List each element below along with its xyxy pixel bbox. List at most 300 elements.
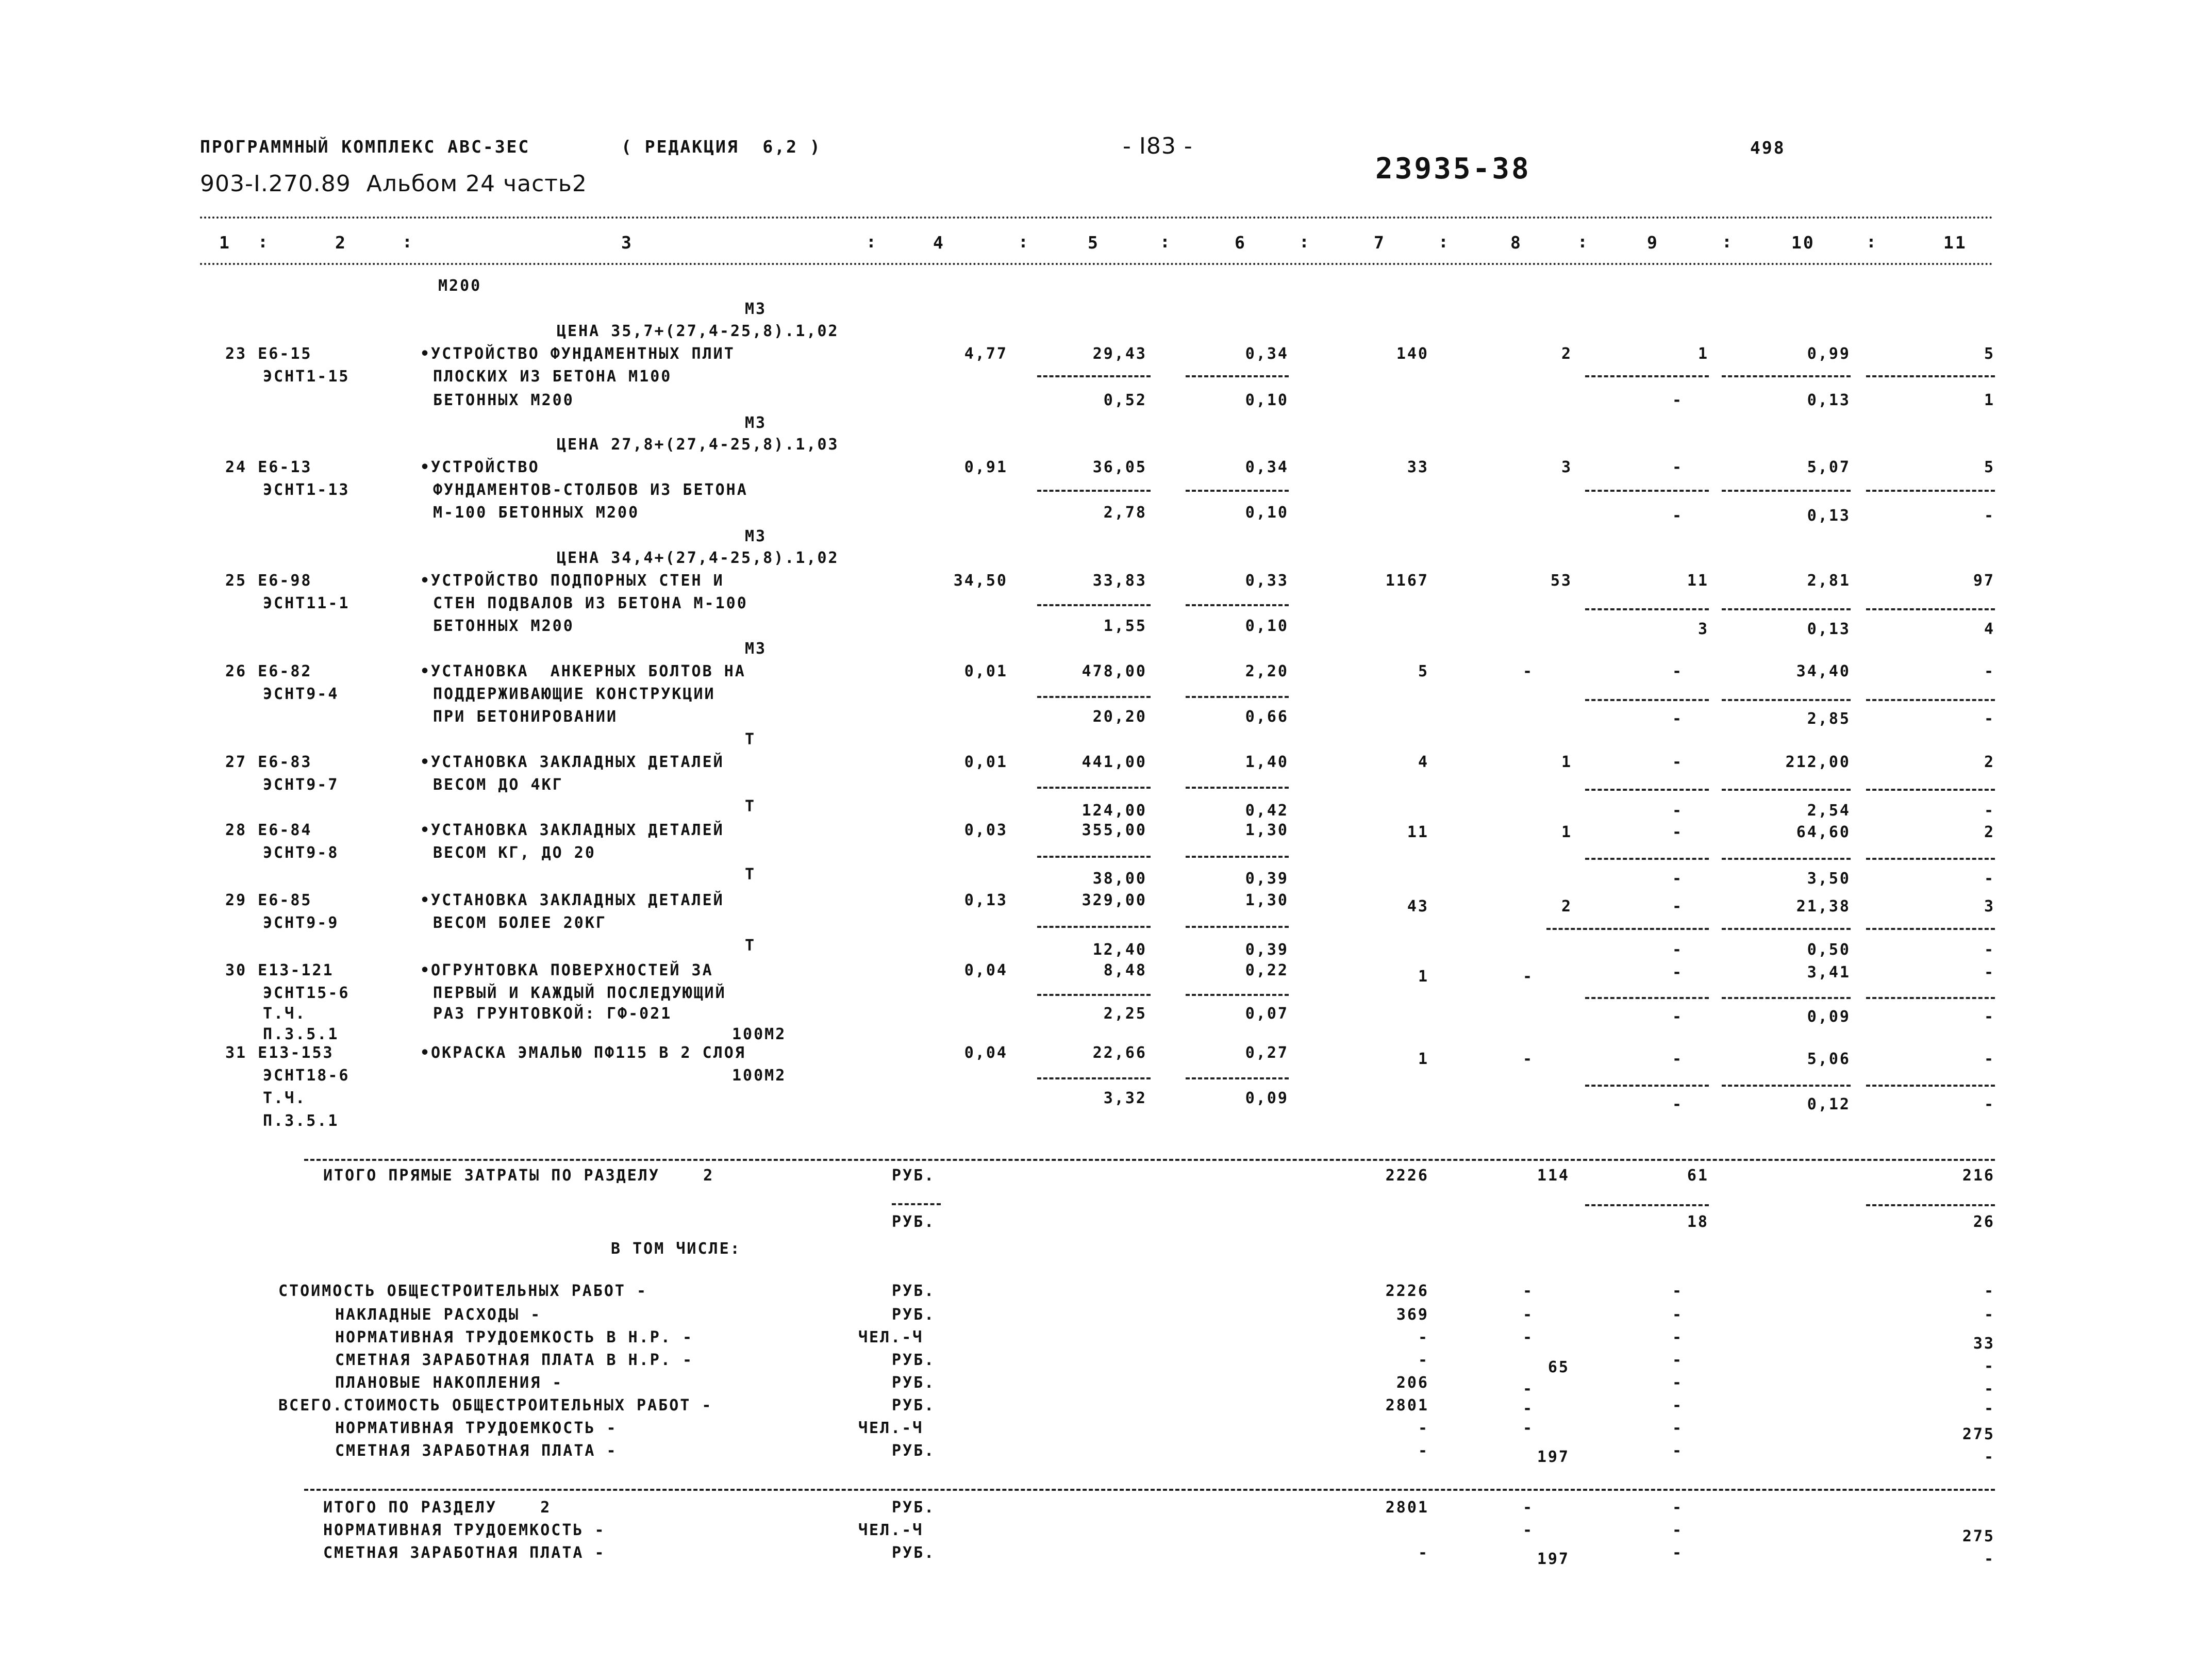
table-cell: РУБ. (892, 1374, 936, 1392)
table-cell: 2 (1984, 753, 1995, 771)
table-cell: - (1984, 1550, 1995, 1568)
table-cell: 3,50 (1807, 870, 1851, 888)
table-cell: 8,48 (1103, 961, 1147, 979)
table-cell: - (1984, 1380, 1995, 1398)
table-cell: - (1672, 823, 1683, 841)
row-separator (1866, 608, 1995, 610)
table-cell: ЭСНТ1-15 (263, 368, 350, 386)
table-cell: - (1418, 1351, 1429, 1369)
table-cell: - (1984, 1306, 1995, 1324)
table-cell: 25 Е6-98 (225, 572, 312, 590)
table-cell: - (1984, 662, 1995, 680)
table-cell: 100М2 (732, 1067, 787, 1085)
table-cell: - (1984, 1282, 1995, 1300)
row-separator (1585, 789, 1709, 791)
table-cell: НОРМАТИВНАЯ ТРУДОЕМКОСТЬ - (323, 1521, 606, 1539)
column-number: 10 (1791, 232, 1815, 253)
table-cell: 0,99 (1807, 345, 1851, 363)
table-cell: 441,00 (1081, 753, 1147, 771)
table-cell: П.3.5.1 (263, 1112, 339, 1130)
table-cell: - (1672, 1396, 1683, 1415)
table-cell: 43 (1407, 897, 1429, 916)
row-separator (1585, 1085, 1709, 1087)
sheet-number: 498 (1750, 138, 1786, 158)
row-separator (1037, 787, 1151, 789)
table-cell: 26 (1973, 1213, 1995, 1231)
table-cell: 124,00 (1081, 802, 1147, 820)
table-cell: - (1522, 1282, 1534, 1300)
table-cell: 12,40 (1092, 941, 1147, 959)
table-cell: 34,50 (953, 572, 1008, 590)
table-cell: 0,52 (1103, 391, 1147, 409)
table-cell: 0,34 (1245, 458, 1289, 476)
table-cell: 33,83 (1092, 572, 1147, 590)
table-cell: •УСТАНОВКА ЗАКЛАДНЫХ ДЕТАЛЕЙ (420, 753, 724, 771)
row-separator (1186, 856, 1289, 858)
row-separator (1585, 608, 1709, 610)
table-cell: 0,27 (1245, 1044, 1289, 1062)
table-cell: 24 Е6-13 (225, 458, 312, 476)
table-cell: РУБ. (892, 1499, 936, 1517)
table-cell: 5 (1418, 662, 1429, 680)
header-top-rule (200, 217, 1994, 219)
row-separator (1186, 926, 1289, 928)
table-cell: СМЕТНАЯ ЗАРАБОТНАЯ ПЛАТА - (323, 1544, 606, 1562)
table-cell: - (1672, 1442, 1683, 1460)
table-cell: - (1984, 1008, 1995, 1026)
table-cell: ЭСНТ15-6 (263, 984, 350, 1002)
table-cell: 65 (1547, 1358, 1570, 1376)
table-cell: 0,10 (1245, 504, 1289, 522)
table-cell: - (1672, 1008, 1683, 1026)
table-cell: 3 (1697, 620, 1709, 638)
program-title: ПРОГРАММНЫЙ КОМПЛЕКС АВС-3ЕС (200, 137, 530, 157)
row-separator (1722, 608, 1851, 610)
table-cell: ВЕСОМ КГ, ДО 20 (433, 844, 596, 862)
row-separator (1037, 1077, 1151, 1079)
table-cell: - (1672, 458, 1683, 476)
table-cell: - (1418, 1419, 1429, 1437)
table-cell: ПЕРВЫЙ И КАЖДЫЙ ПОСЛЕДУЮЩИЙ (433, 984, 726, 1002)
row-separator (1037, 490, 1151, 492)
row-separator (1722, 928, 1851, 930)
table-cell: 0,39 (1245, 941, 1289, 959)
row-separator (1186, 1077, 1289, 1079)
table-cell: 212,00 (1785, 753, 1851, 771)
table-cell: - (1672, 1521, 1683, 1539)
column-number: 7 (1374, 232, 1386, 253)
table-cell: Т.Ч. (263, 1089, 307, 1107)
table-cell: ИТОГО ПО РАЗДЕЛУ 2 (323, 1499, 552, 1517)
row-separator (1722, 858, 1851, 860)
row-separator (1546, 928, 1709, 930)
row-separator (1585, 699, 1709, 701)
row-separator (1866, 699, 1995, 701)
edition-label: ( РЕДАКЦИЯ 6,2 ) (621, 137, 822, 157)
table-cell: 2801 (1385, 1396, 1429, 1415)
table-cell: ЭСНТ18-6 (263, 1067, 350, 1085)
table-cell: - (1522, 968, 1534, 986)
table-cell: 0,13 (1807, 620, 1851, 638)
table-cell: 64,60 (1796, 823, 1851, 841)
table-cell: •УСТРОЙСТВО ПОДПОРНЫХ СТЕН И (420, 572, 724, 590)
table-cell: 206 (1396, 1374, 1429, 1392)
table-cell: РУБ. (892, 1282, 936, 1300)
page-number: - I83 - (1123, 133, 1193, 159)
row-separator (1037, 856, 1151, 858)
table-cell: 0,42 (1245, 802, 1289, 820)
table-cell: 1,30 (1245, 891, 1289, 909)
table-cell: 478,00 (1081, 662, 1147, 680)
table-cell: 2,81 (1807, 572, 1851, 590)
table-cell: - (1672, 1374, 1683, 1392)
table-cell: РУБ. (892, 1351, 936, 1369)
table-cell: - (1984, 1357, 1995, 1375)
table-cell: ЧЕЛ.-Ч (858, 1328, 924, 1346)
table-cell: - (1522, 1419, 1534, 1437)
table-cell: - (1672, 710, 1683, 728)
table-cell: М3 (745, 640, 767, 658)
row-separator (1037, 375, 1151, 377)
table-cell: 0,03 (964, 821, 1008, 839)
table-cell: - (1984, 870, 1995, 888)
table-cell: 11 (1407, 823, 1429, 841)
row-separator (1722, 375, 1851, 377)
table-cell: - (1672, 753, 1683, 771)
table-cell: 30 Е13-121 (225, 961, 334, 979)
table-cell: 0,91 (964, 458, 1008, 476)
table-cell: 369 (1396, 1306, 1429, 1324)
table-cell: 1,30 (1245, 821, 1289, 839)
table-cell: 5 (1984, 458, 1995, 476)
table-cell: - (1522, 1380, 1534, 1398)
table-cell: 100М2 (732, 1025, 787, 1043)
table-cell: 0,10 (1245, 617, 1289, 635)
table-cell: 34,40 (1796, 662, 1851, 680)
table-cell: 33 (1973, 1335, 1995, 1353)
table-cell: 1,40 (1245, 753, 1289, 771)
table-cell: •УСТАНОВКА ЗАКЛАДНЫХ ДЕТАЛЕЙ (420, 891, 724, 909)
table-cell: - (1984, 802, 1995, 820)
table-cell: 21,38 (1796, 897, 1851, 916)
row-separator (1585, 997, 1709, 999)
column-divider: : (1866, 231, 1878, 252)
column-number: 9 (1647, 232, 1659, 253)
row-separator (1722, 490, 1851, 492)
row-separator (1186, 994, 1289, 996)
row-separator (1585, 490, 1709, 492)
row-separator (1585, 1204, 1709, 1206)
row-separator (1866, 375, 1995, 377)
row-separator (1186, 490, 1289, 492)
table-cell: 5,06 (1807, 1050, 1851, 1068)
table-cell: ИТОГО ПРЯМЫЕ ЗАТРАТЫ ПО РАЗДЕЛУ 2 (323, 1167, 714, 1185)
table-cell: 0,09 (1245, 1089, 1289, 1107)
table-cell: 38,00 (1092, 870, 1147, 888)
table-cell: 1 (1697, 345, 1709, 363)
table-cell: ЧЕЛ.-Ч (858, 1419, 924, 1437)
table-cell: - (1672, 1282, 1683, 1300)
column-divider: : (1722, 231, 1734, 252)
column-number: 5 (1088, 232, 1100, 253)
table-cell: 29,43 (1092, 345, 1147, 363)
table-cell: 2801 (1385, 1499, 1429, 1517)
table-cell: 20,20 (1092, 708, 1147, 726)
table-cell: - (1522, 1306, 1534, 1324)
table-cell: - (1984, 941, 1995, 959)
row-separator (1186, 604, 1289, 606)
totals-top-rule (304, 1159, 1995, 1161)
table-cell: ЧЕЛ.-Ч (858, 1521, 924, 1539)
row-separator (1866, 928, 1995, 930)
column-divider: : (1160, 231, 1172, 252)
table-cell: РУБ. (892, 1213, 936, 1231)
table-cell: 1 (1418, 1050, 1429, 1068)
table-cell: 2226 (1385, 1167, 1429, 1185)
table-cell: 4,77 (964, 345, 1008, 363)
row-separator (1866, 1204, 1995, 1206)
table-cell: Т (745, 797, 756, 816)
table-cell: М3 (745, 527, 767, 545)
table-cell: •ОКРАСКА ЭМАЛЬЮ ПФ115 В 2 СЛОЯ (420, 1044, 746, 1062)
table-cell: Т (745, 730, 756, 748)
table-cell: 22,66 (1092, 1044, 1147, 1062)
table-cell: 1 (1561, 753, 1572, 771)
table-cell: - (1522, 1328, 1534, 1346)
table-cell: ЦЕНА 34,4+(27,4-25,8).1,02 (557, 549, 839, 567)
table-cell: 23 Е6-15 (225, 345, 312, 363)
table-cell: 1,55 (1103, 617, 1147, 635)
table-cell: ЭСНТ9-9 (263, 914, 339, 932)
row-separator (1866, 789, 1995, 791)
table-cell: 0,07 (1245, 1005, 1289, 1023)
table-cell: - (1672, 1328, 1683, 1346)
column-divider: : (1018, 231, 1030, 252)
table-cell: БЕТОННЫХ М200 (433, 617, 574, 635)
table-cell: 29 Е6-85 (225, 891, 312, 909)
table-cell: 275 (1962, 1527, 1995, 1545)
table-cell: •ОГРУНТОВКА ПОВЕРХНОСТЕЙ ЗА (420, 961, 713, 979)
table-cell: ЭСНТ9-7 (263, 776, 339, 794)
table-cell: РАЗ ГРУНТОВКОЙ: ГФ-021 (433, 1005, 672, 1023)
table-cell: 2,25 (1103, 1005, 1147, 1023)
table-cell: СМЕТНАЯ ЗАРАБОТНАЯ ПЛАТА - (335, 1442, 618, 1460)
table-cell: - (1522, 1400, 1534, 1418)
row-separator (1585, 375, 1709, 377)
table-cell: - (1984, 710, 1995, 728)
table-cell: ЭСНТ9-8 (263, 844, 339, 862)
table-cell: М3 (745, 300, 767, 318)
table-cell: 2 (1561, 345, 1572, 363)
table-cell: 53 (1550, 572, 1572, 590)
table-cell: ПЛОСКИХ ИЗ БЕТОНА М100 (433, 368, 672, 386)
table-cell: 275 (1962, 1425, 1995, 1443)
table-cell: ВСЕГО.СТОИМОСТЬ ОБЩЕСТРОИТЕЛЬНЫХ РАБОТ - (278, 1396, 713, 1415)
table-cell: ЭСНТ11-1 (263, 594, 350, 612)
column-divider: : (402, 231, 414, 252)
table-cell: 355,00 (1081, 821, 1147, 839)
table-cell: 27 Е6-83 (225, 753, 312, 771)
row-separator (1722, 789, 1851, 791)
table-cell: - (1672, 802, 1683, 820)
table-cell: 2 (1984, 823, 1995, 841)
table-cell: - (1672, 1544, 1683, 1562)
table-cell: 0,12 (1807, 1095, 1851, 1113)
table-cell: •УСТРОЙСТВО (420, 458, 540, 476)
table-cell: ПРИ БЕТОНИРОВАНИИ (433, 708, 618, 726)
table-cell: - (1672, 941, 1683, 959)
table-cell: - (1672, 1050, 1683, 1068)
row-separator (1037, 994, 1151, 996)
column-divider: : (258, 231, 270, 252)
table-cell: - (1984, 507, 1995, 525)
row-separator (1866, 997, 1995, 999)
table-cell: 1 (1418, 968, 1429, 986)
table-cell: 4 (1418, 753, 1429, 771)
table-cell: М-100 БЕТОННЫХ М200 (433, 504, 640, 522)
row-separator (1037, 926, 1151, 928)
table-cell: 0,13 (964, 891, 1008, 909)
column-number: 8 (1510, 232, 1522, 253)
table-cell: НАКЛАДНЫЕ РАСХОДЫ - (335, 1306, 542, 1324)
table-cell: 0,33 (1245, 572, 1289, 590)
table-cell: 216 (1962, 1167, 1995, 1185)
table-cell: 0,66 (1245, 708, 1289, 726)
table-cell: 114 (1537, 1167, 1570, 1185)
table-cell: СТОИМОСТЬ ОБЩЕСТРОИТЕЛЬНЫХ РАБОТ - (278, 1282, 648, 1300)
table-cell: - (1522, 1050, 1534, 1068)
table-cell: СТЕН ПОДВАЛОВ ИЗ БЕТОНА М-100 (433, 594, 748, 612)
table-cell: 3,41 (1807, 963, 1851, 982)
table-cell: ВЕСОМ БОЛЕЕ 20КГ (433, 914, 607, 932)
header-bottom-rule (200, 263, 1994, 265)
table-cell: 2,54 (1807, 802, 1851, 820)
table-cell: БЕТОННЫХ М200 (433, 391, 574, 409)
table-cell: РУБ. (892, 1544, 936, 1562)
table-cell: 1 (1561, 823, 1572, 841)
row-separator (1037, 604, 1151, 606)
table-cell: РУБ. (892, 1306, 936, 1324)
table-cell: Т.Ч. (263, 1005, 307, 1023)
table-cell: - (1984, 1448, 1995, 1466)
album-reference: 903-I.270.89 Альбом 24 часть2 (200, 171, 587, 197)
table-cell: М3 (745, 414, 767, 432)
table-cell: РУБ. (892, 1167, 936, 1185)
table-cell: ЦЕНА 27,8+(27,4-25,8).1,03 (557, 436, 839, 454)
column-number: 11 (1943, 232, 1967, 253)
table-cell: 1167 (1385, 572, 1429, 590)
table-cell: 197 (1537, 1550, 1570, 1568)
table-cell: 3 (1984, 897, 1995, 916)
table-cell: - (1418, 1544, 1429, 1562)
table-cell: - (1672, 391, 1683, 409)
table-cell: РУБ. (892, 1442, 936, 1460)
row-separator (1722, 1085, 1851, 1087)
table-cell: НОРМАТИВНАЯ ТРУДОЕМКОСТЬ В Н.Р. - (335, 1328, 694, 1346)
table-cell: ПОДДЕРЖИВАЮЩИЕ КОНСТРУКЦИИ (433, 685, 715, 703)
table-cell: ЭСНТ1-13 (263, 481, 350, 499)
table-cell: - (1672, 897, 1683, 916)
table-cell: 0,01 (964, 662, 1008, 680)
table-cell: - (1672, 1306, 1683, 1324)
table-cell: - (1984, 1050, 1995, 1068)
column-divider: : (1299, 231, 1311, 252)
table-cell: - (1984, 1095, 1995, 1113)
table-cell: 3,32 (1103, 1089, 1147, 1107)
table-cell: 28 Е6-84 (225, 821, 312, 839)
table-cell: РУБ. (892, 1396, 936, 1415)
table-cell: 18 (1687, 1213, 1709, 1231)
table-cell: 61 (1687, 1167, 1709, 1185)
table-cell: 31 Е13-153 (225, 1044, 334, 1062)
table-cell: 0,39 (1245, 870, 1289, 888)
table-cell: - (1418, 1328, 1429, 1346)
table-cell: 33 (1407, 458, 1429, 476)
table-cell: 97 (1973, 572, 1995, 590)
table-cell: 0,50 (1807, 941, 1851, 959)
row-separator (1866, 858, 1995, 860)
row-separator (1866, 490, 1995, 492)
table-cell: 197 (1537, 1448, 1570, 1466)
table-cell: - (1418, 1442, 1429, 1460)
column-divider: : (1438, 231, 1450, 252)
table-cell: •УСТАНОВКА ЗАКЛАДНЫХ ДЕТАЛЕЙ (420, 821, 724, 839)
column-number: 6 (1235, 232, 1246, 253)
column-number: 4 (933, 232, 945, 253)
document-code: 23935-38 (1375, 152, 1531, 186)
column-number: 3 (621, 232, 633, 253)
table-cell: 11 (1687, 572, 1709, 590)
table-cell: 4 (1984, 620, 1995, 638)
table-cell: 36,05 (1092, 458, 1147, 476)
table-cell: 0,13 (1807, 391, 1851, 409)
table-cell: - (1984, 1400, 1995, 1418)
table-cell: 2,85 (1807, 710, 1851, 728)
table-cell: - (1984, 963, 1995, 982)
section-total-rule (304, 1489, 1995, 1491)
table-cell: 0,13 (1807, 507, 1851, 525)
table-cell: 2226 (1385, 1282, 1429, 1300)
table-cell: •УСТРОЙСТВО ФУНДАМЕНТНЫХ ПЛИТ (420, 345, 735, 363)
column-number: 1 (219, 232, 231, 253)
table-cell: - (1672, 963, 1683, 982)
table-cell: 26 Е6-82 (225, 662, 312, 680)
row-separator (1186, 787, 1289, 789)
table-cell: - (1522, 1499, 1534, 1517)
table-cell: 329,00 (1081, 891, 1147, 909)
row-separator (1722, 699, 1851, 701)
table-cell: ФУНДАМЕНТОВ-СТОЛБОВ ИЗ БЕТОНА (433, 481, 748, 499)
table-cell: НОРМАТИВНАЯ ТРУДОЕМКОСТЬ - (335, 1419, 618, 1437)
table-cell: - (1672, 1419, 1683, 1437)
table-cell: 5,07 (1807, 458, 1851, 476)
table-cell: 0,04 (964, 961, 1008, 979)
table-cell: 2,78 (1103, 504, 1147, 522)
table-cell: 140 (1396, 345, 1429, 363)
table-cell: 0,34 (1245, 345, 1289, 363)
table-cell: В ТОМ ЧИСЛЕ: (611, 1240, 741, 1258)
row-separator (892, 1203, 941, 1205)
table-cell: ПЛАНОВЫЕ НАКОПЛЕНИЯ - (335, 1374, 563, 1392)
row-separator (1186, 375, 1289, 377)
column-number: 2 (335, 232, 347, 253)
table-cell: - (1672, 1095, 1683, 1113)
table-cell: - (1672, 507, 1683, 525)
table-cell: 5 (1984, 345, 1995, 363)
table-cell: - (1672, 662, 1683, 680)
table-cell: - (1672, 1499, 1683, 1517)
table-cell: 2,20 (1245, 662, 1289, 680)
